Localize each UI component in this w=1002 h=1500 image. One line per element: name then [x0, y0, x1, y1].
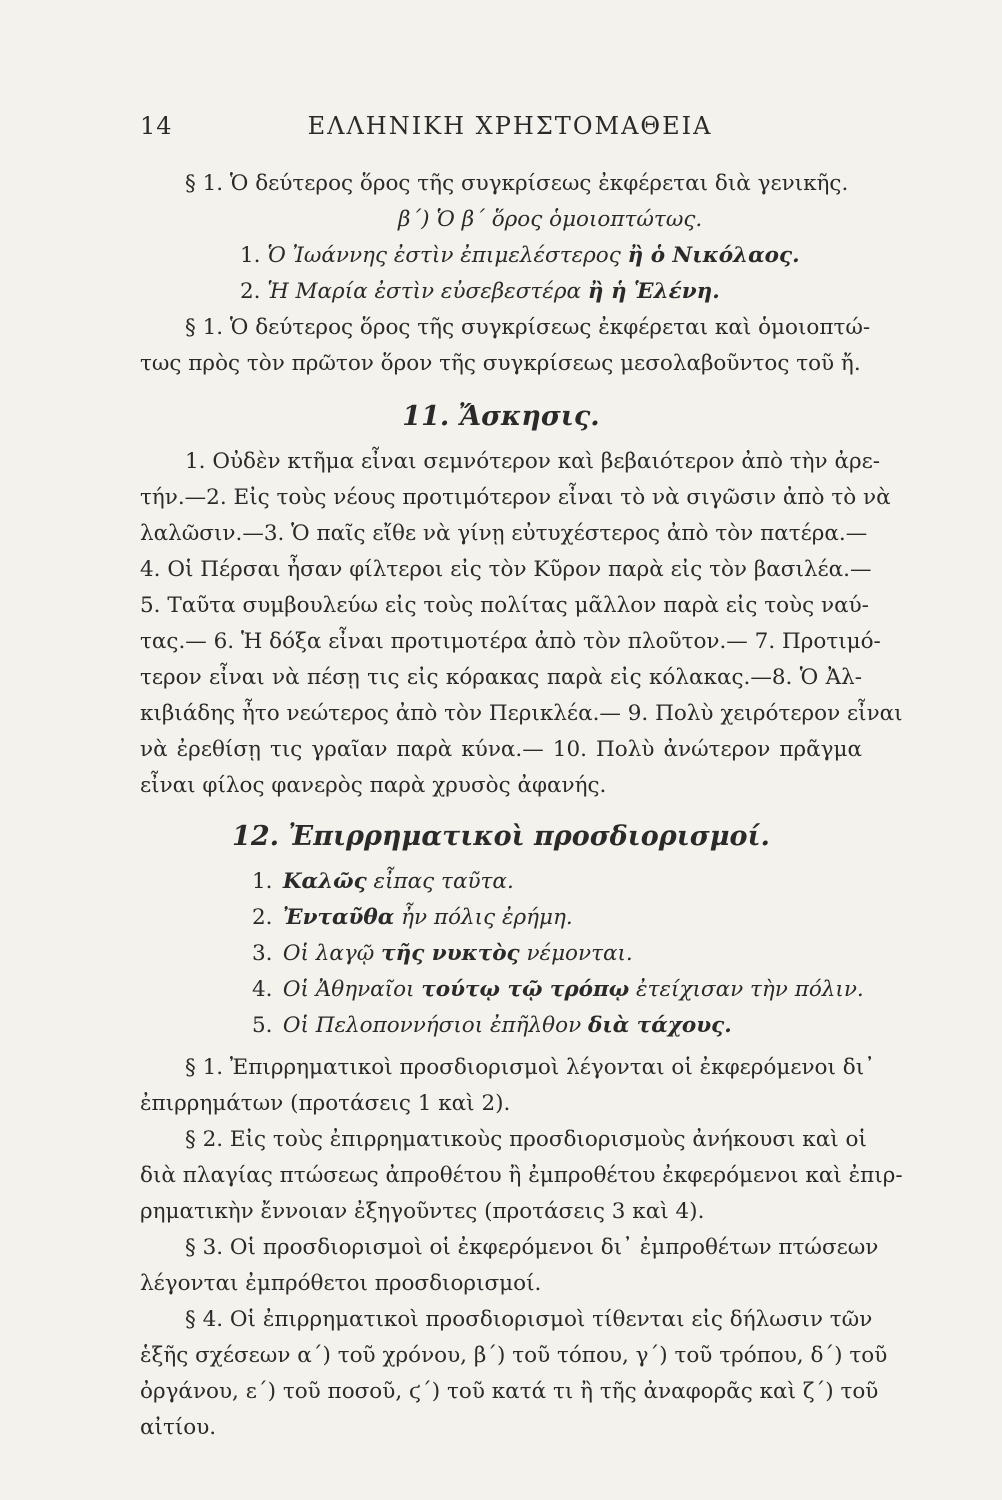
- exercise-line: 4. Οἱ Πέρσαι ἦσαν φίλτεροι εἰς τὸν Κῦρον παρὰ εἰς τὸν βασιλέα.—: [140, 557, 872, 582]
- rule-line: αἰτίου.: [140, 1415, 217, 1440]
- rule-line: λέγονται ἐμπρόθετοι προσδιορισμοί.: [140, 1271, 542, 1296]
- example-line: 1. Ὁ Ἰωάννης ἐστὶν ἐπιμελέστερος ἢ ὁ Νικόλαος.: [240, 243, 800, 268]
- exercise-line: τήν.—2. Εἰς τοὺς νέους προτιμότερον εἶναι τὸ νὰ σιγῶσιν ἀπὸ τὸ νὰ: [140, 485, 891, 510]
- exercise-line: τερον εἶναι νὰ πέσῃ τις εἰς κόρακας παρὰ εἰς κόλακας.—8. Ὁ Ἀλ-: [140, 665, 862, 690]
- exercise-line: 5. Ταῦτα συμβουλεύω εἰς τοὺς πολίτας μᾶλλον παρὰ εἰς τοὺς ναύ-: [140, 593, 869, 618]
- exercise-line: λαλῶσιν.—3. Ὁ παῖς εἴθε νὰ γίνῃ εὐτυχέστερος ἀπὸ τὸν πατέρα.—: [140, 521, 868, 546]
- running-title: ΕΛΛΗΝΙΚΗ ΧΡΗΣΤΟΜΑΘΕΙΑ: [307, 112, 713, 140]
- exercise-line: κιβιάδης ἦτο νεώτερος ἀπὸ τὸν Περικλέα.— 9. Πολὺ χειρότερον εἶναι: [140, 701, 903, 726]
- example-item: 3. Οἱ λαγῷ τῆς νυκτὸς νέμονται.: [252, 941, 633, 966]
- page-number: 14: [140, 112, 173, 140]
- sub-heading: β΄) Ὁ β΄ ὅρος ὁμοιοπτώτως.: [398, 207, 703, 232]
- exercise-line: νὰ ἐρεθίσῃ τις γραῖαν παρὰ κύνα.— 10. Πολὺ ἀνώτερον πρᾶγμα: [140, 737, 862, 762]
- rule-paragraph-line: § 1. Ὁ δεύτερος ὅρος τῆς συγκρίσεως ἐκφέρεται καὶ ὁμοιοπτώ-: [185, 315, 871, 340]
- page-header: [140, 112, 880, 152]
- example-item: 4. Οἱ Ἀθηναῖοι τούτῳ τῷ τρόπῳ ἐτείχισαν τὴν πόλιν.: [252, 977, 864, 1002]
- section-title-11: 11. Ἄσκησις.: [402, 401, 600, 432]
- example-item: 1. Καλῶς εἶπας ταῦτα.: [252, 869, 514, 894]
- section-title-12: 12. Ἐπιρρηματικοὶ προσδιορισμοί.: [232, 821, 770, 852]
- rule-line: ὀργάνου, ε΄) τοῦ ποσοῦ, ϛ΄) τοῦ κατά τι ἢ τῆς ἀναφορᾶς καὶ ζ΄) τοῦ: [140, 1379, 879, 1404]
- rule-line: ρηματικὴν ἔννοιαν ἐξηγοῦντες (προτάσεις 3 καὶ 4).: [140, 1199, 705, 1224]
- rule-line: § 1. Ἐπιρρηματικοὶ προσδιορισμοὶ λέγονται οἱ ἐκφερόμενοι δι᾽: [185, 1055, 875, 1080]
- rule-line: ἑξῆς σχέσεων α΄) τοῦ χρόνου, β΄) τοῦ τόπου, γ΄) τοῦ τρόπου, δ΄) τοῦ: [140, 1343, 888, 1368]
- exercise-line: εἶναι φίλος φανερὸς παρὰ χρυσὸς ἀφανής.: [140, 773, 607, 798]
- rule-line: ἐπιρρημάτων (προτάσεις 1 καὶ 2).: [140, 1091, 511, 1116]
- rule-genitive: § 1. Ὁ δεύτερος ὅρος τῆς συγκρίσεως ἐκφέρεται διὰ γενικῆς.: [185, 171, 849, 196]
- rule-line: διὰ πλαγίας πτώσεως ἀπροθέτου ἢ ἐμπροθέτου ἐκφερόμενοι καὶ ἐπιρ-: [140, 1163, 903, 1188]
- example-line: 2. Ἡ Μαρία ἐστὶν εὐσεβεστέρα ἢ ἡ Ἑλένη.: [240, 279, 720, 304]
- rule-line: § 2. Εἰς τοὺς ἐπιρρηματικοὺς προσδιορισμοὺς ἀνήκουσι καὶ οἱ: [185, 1127, 867, 1152]
- exercise-line: 1. Οὐδὲν κτῆμα εἶναι σεμνότερον καὶ βεβαιότερον ἀπὸ τὴν ἀρε-: [185, 449, 881, 474]
- rule-paragraph-line: τως πρὸς τὸν πρῶτον ὅρον τῆς συγκρίσεως μεσολαβοῦντος τοῦ ἤ.: [140, 351, 861, 376]
- page-body: [140, 166, 903, 1446]
- exercise-line: τας.— 6. Ἡ δόξα εἶναι προτιμοτέρα ἀπὸ τὸν πλοῦτον.— 7. Προτιμό-: [140, 629, 881, 654]
- example-item: 2. Ἐνταῦθα ἦν πόλις ἐρήμη.: [252, 905, 573, 930]
- rule-line: § 3. Οἱ προσδιορισμοὶ οἱ ἐκφερόμενοι δι᾽ ἐμπροθέτων πτώσεων: [185, 1235, 879, 1260]
- example-item: 5. Οἱ Πελοποννήσιοι ἐπῆλθον διὰ τάχους.: [252, 1013, 732, 1038]
- rule-line: § 4. Οἱ ἐπιρρηματικοὶ προσδιορισμοὶ τίθενται εἰς δήλωσιν τῶν: [185, 1307, 873, 1332]
